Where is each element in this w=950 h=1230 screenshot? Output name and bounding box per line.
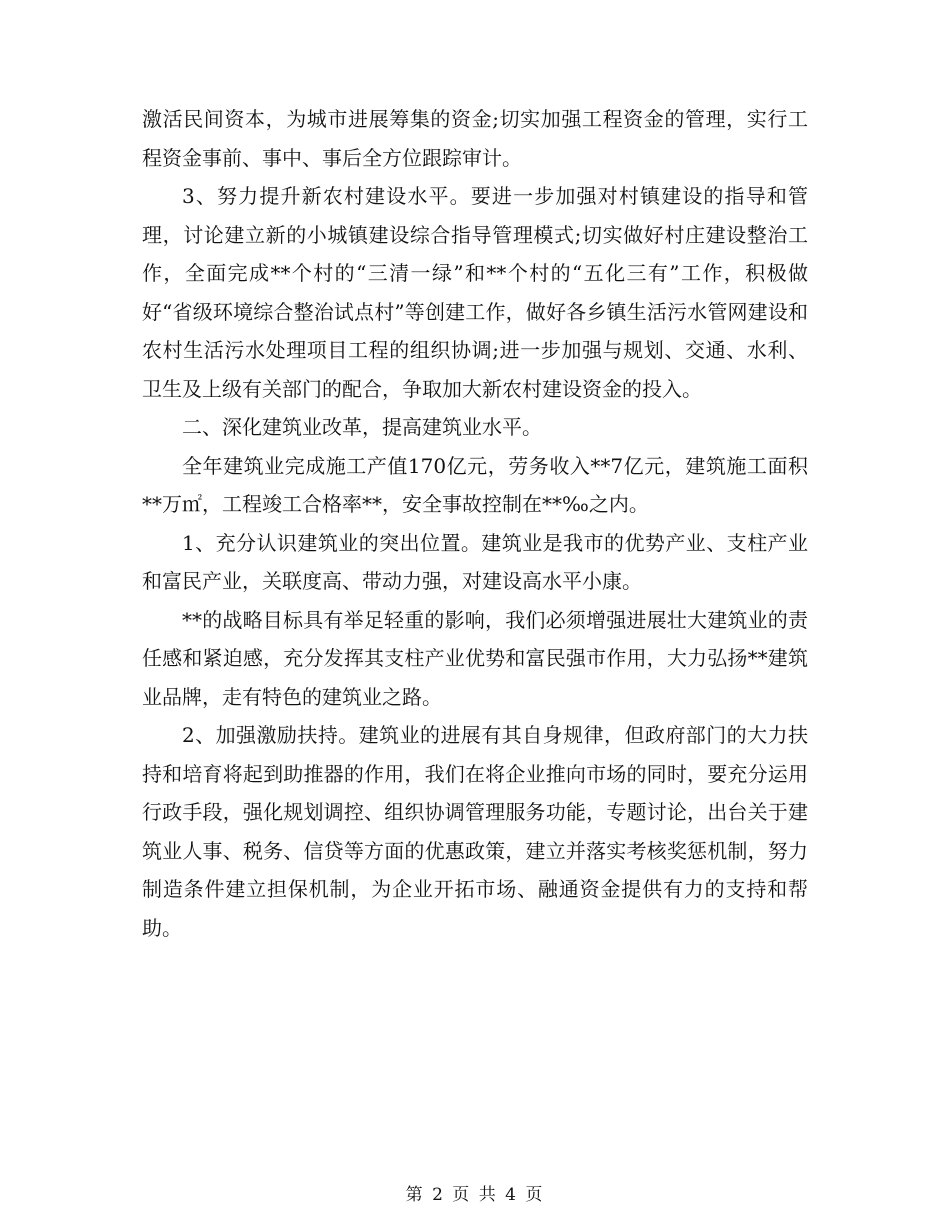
paragraph-rural-construction: 3、努力提升新农村建设水平。要进一步加强对村镇建设的指导和管理，讨论建立新的小城镇建设综合指导管理模式;切实做好村庄建设整治工作，全面完成**个村的“三清一绿”和**个村的“五化三有”工作，积极做好“省级环境综合整治试点村”等创建工作，做好各乡镇生活污水管网建设和农村生活污水处理项目工程的组织协调;进一步加强与规划、交通、水利、卫生及上级有关部门的配合，争取加大新农村建设资金的投入。 (142, 184, 808, 401)
document-body (142, 100, 808, 947)
section-heading-construction-reform: 二、深化建筑业改革，提高建筑业水平。 (182, 415, 542, 439)
paragraph-continuation: 激活民间资本，为城市进展筹集的资金;切实加强工程资金的管理，实行工程资金事前、事中、事后全方位跟踪审计。 (142, 107, 808, 170)
paragraph-incentive-support: 2、加强激励扶持。建筑业的进展有其自身规律，但政府部门的大力扶持和培育将起到助推器的作用，我们在将企业推向市场的同时，要充分运用行政手段，强化规划调控、组织协调管理服务功能，专题讨论，出台关于建筑业人事、税务、信贷等方面的优惠政策，建立并落实考核奖惩机制，努力制造条件建立担保机制，为企业开拓市场、融通资金提供有力的支持和帮助。 (142, 723, 808, 940)
paragraph-industry-position: 1、充分认识建筑业的突出位置。建筑业是我市的优势产业、支柱产业和富民产业，关联度高、带动力强，对建设高水平小康。 (142, 530, 808, 593)
paragraph-strategic-goal: **的战略目标具有举足轻重的影响，我们必须增强进展壮大建筑业的责任感和紧迫感，充分发挥其支柱产业优势和富民强市作用，大力弘扬**建筑业品牌，走有特色的建筑业之路。 (142, 607, 808, 709)
page-number-footer: 第 2 页 共 4 页 (405, 1185, 545, 1205)
paragraph-annual-output: 全年建筑业完成施工产值170亿元，劳务收入**7亿元，建筑施工面积**万㎡，工程竣工合格率**，安全事故控制在**‰之内。 (142, 453, 808, 516)
